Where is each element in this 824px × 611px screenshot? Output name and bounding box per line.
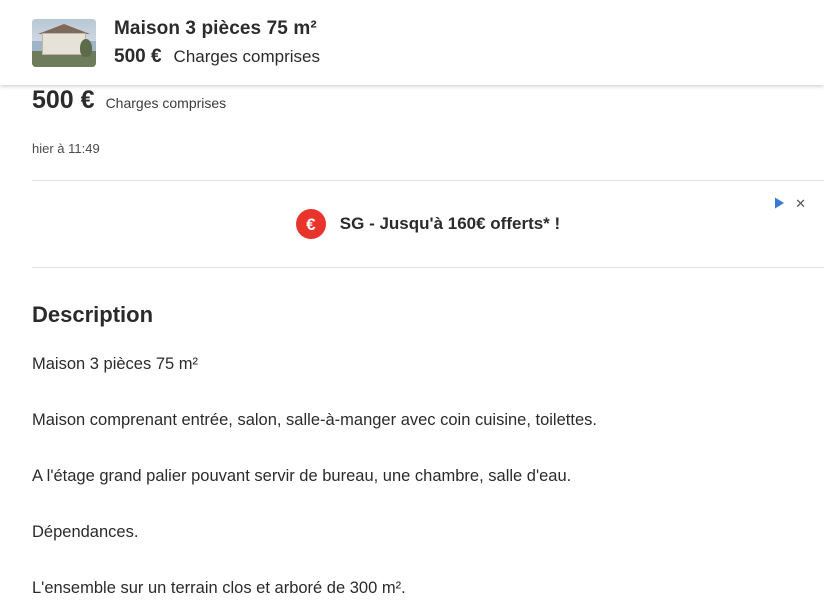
header-price-row: [114, 46, 320, 68]
listing-timestamp: hier à 11:49: [32, 141, 100, 156]
description-paragraph: Dépendances.: [32, 523, 139, 541]
ad-content[interactable]: [296, 209, 560, 239]
description-paragraph: A l'étage grand palier pouvant servir de bureau, une chambre, salle d'eau.: [32, 467, 572, 485]
price-block: [0, 85, 824, 156]
description-paragraph: Maison comprenant entrée, salon, salle-à-manger avec coin cuisine, toilettes.: [32, 411, 597, 429]
description-title: Description: [32, 302, 154, 327]
thumbnail-tree: [80, 39, 92, 57]
header-listing-title: Maison 3 pièces 75 m²: [114, 18, 317, 39]
header-charges-label: Charges comprises: [173, 47, 320, 66]
property-photo-thumbnail[interactable]: [32, 19, 96, 67]
ad-text[interactable]: SG - Jusqu'à 160€ offerts* !: [339, 214, 561, 233]
description-paragraph: Maison 3 pièces 75 m²: [32, 355, 198, 373]
euro-icon: €: [296, 209, 326, 239]
header-price: 500 €: [114, 46, 162, 67]
header-text-group: [114, 17, 320, 68]
ad-controls[interactable]: [773, 196, 806, 210]
listing-charges-label: Charges comprises: [105, 95, 227, 111]
description-paragraph: L'ensemble sur un terrain clos et arboré de 300 m².: [32, 579, 406, 597]
adchoices-icon[interactable]: [773, 196, 787, 210]
price-row: [32, 85, 824, 115]
listing-price: 500 €: [32, 86, 95, 114]
description-section: [0, 268, 824, 598]
sticky-header: [0, 0, 824, 85]
close-icon[interactable]: ✕: [795, 195, 806, 211]
listing-page-content: [0, 85, 824, 598]
advertisement-banner[interactable]: [32, 181, 824, 267]
